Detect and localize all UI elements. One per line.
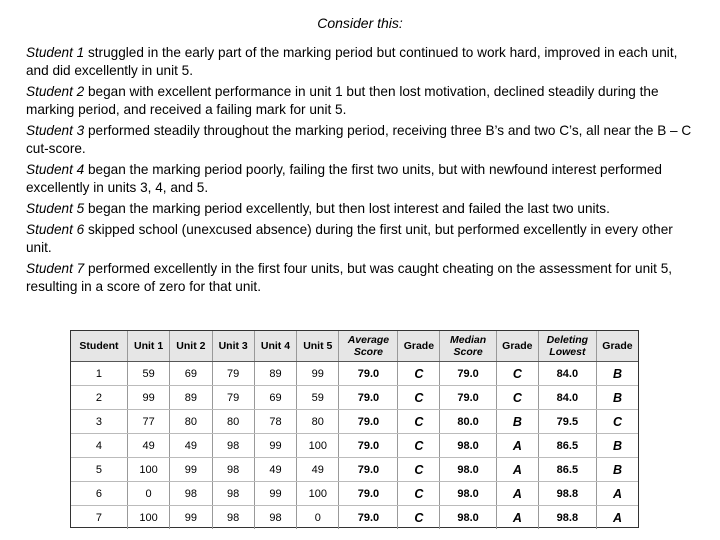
cell-student: 6 bbox=[71, 482, 127, 506]
cell-grade-median: A bbox=[496, 482, 538, 506]
student-description bbox=[26, 200, 698, 218]
student-descriptions bbox=[26, 44, 698, 299]
cell-average: 79.0 bbox=[339, 362, 398, 386]
cell-median: 79.0 bbox=[440, 362, 497, 386]
cell-grade-median: A bbox=[496, 434, 538, 458]
student-name: Student 3 bbox=[26, 123, 85, 138]
column-header-unit3: Unit 3 bbox=[212, 331, 254, 362]
table-row bbox=[71, 362, 638, 386]
cell-unit4: 98 bbox=[254, 506, 296, 530]
student-description-text: began the marking period poorly, failing the first two units, but with newfound interest performed excellently in units 3, 4, and 5. bbox=[26, 162, 662, 195]
cell-average: 79.0 bbox=[339, 386, 398, 410]
cell-unit5: 59 bbox=[297, 386, 339, 410]
cell-unit4: 99 bbox=[254, 482, 296, 506]
cell-unit2: 99 bbox=[170, 458, 212, 482]
cell-deleting-lowest: 84.0 bbox=[538, 386, 596, 410]
column-header-average: Average Score bbox=[339, 331, 398, 362]
table-row bbox=[71, 482, 638, 506]
cell-unit5: 100 bbox=[297, 434, 339, 458]
cell-grade-average: C bbox=[398, 506, 440, 530]
cell-median: 98.0 bbox=[440, 458, 497, 482]
column-header-student: Student bbox=[71, 331, 127, 362]
table-row bbox=[71, 506, 638, 530]
student-name: Student 2 bbox=[26, 84, 85, 99]
cell-unit5: 99 bbox=[297, 362, 339, 386]
table-row bbox=[71, 434, 638, 458]
cell-deleting-lowest: 98.8 bbox=[538, 506, 596, 530]
cell-unit1: 77 bbox=[127, 410, 169, 434]
cell-unit3: 80 bbox=[212, 410, 254, 434]
table-row bbox=[71, 410, 638, 434]
student-description bbox=[26, 161, 698, 197]
cell-unit1: 100 bbox=[127, 506, 169, 530]
cell-median: 98.0 bbox=[440, 506, 497, 530]
cell-unit3: 98 bbox=[212, 434, 254, 458]
cell-unit2: 80 bbox=[170, 410, 212, 434]
cell-average: 79.0 bbox=[339, 458, 398, 482]
student-name: Student 5 bbox=[26, 201, 85, 216]
cell-grade-average: C bbox=[398, 410, 440, 434]
cell-unit4: 78 bbox=[254, 410, 296, 434]
cell-deleting-lowest: 79.5 bbox=[538, 410, 596, 434]
student-description-text: performed steadily throughout the marking period, receiving three B’s and two C’s, all near the B – C cut-score. bbox=[26, 123, 692, 156]
student-name: Student 4 bbox=[26, 162, 85, 177]
cell-grade-average: C bbox=[398, 362, 440, 386]
cell-student: 2 bbox=[71, 386, 127, 410]
student-description bbox=[26, 221, 698, 257]
cell-deleting-lowest: 84.0 bbox=[538, 362, 596, 386]
cell-grade-deleting: A bbox=[596, 482, 638, 506]
column-header-deleting-lowest: Deleting Lowest bbox=[538, 331, 596, 362]
cell-median: 98.0 bbox=[440, 434, 497, 458]
cell-grade-average: C bbox=[398, 434, 440, 458]
cell-unit3: 98 bbox=[212, 458, 254, 482]
cell-median: 80.0 bbox=[440, 410, 497, 434]
cell-unit3: 98 bbox=[212, 506, 254, 530]
cell-unit4: 99 bbox=[254, 434, 296, 458]
cell-unit2: 99 bbox=[170, 506, 212, 530]
cell-grade-median: B bbox=[496, 410, 538, 434]
cell-grade-deleting: B bbox=[596, 458, 638, 482]
cell-unit3: 79 bbox=[212, 362, 254, 386]
student-name: Student 1 bbox=[26, 45, 85, 60]
cell-grade-deleting: A bbox=[612, 510, 622, 525]
cell-average: 79.0 bbox=[339, 410, 398, 434]
student-description-text: began the marking period excellently, but then lost interest and failed the last two units. bbox=[84, 201, 610, 216]
cell-median: 98.0 bbox=[440, 482, 497, 506]
column-header-unit4: Unit 4 bbox=[254, 331, 296, 362]
cell-unit5: 80 bbox=[297, 410, 339, 434]
cell-grade-average: C bbox=[398, 482, 440, 506]
cell-unit4: 49 bbox=[254, 458, 296, 482]
column-header-unit2: Unit 2 bbox=[170, 331, 212, 362]
student-description bbox=[26, 260, 698, 296]
cell-grade-deleting: C bbox=[596, 410, 638, 434]
column-header-grade-average: Grade bbox=[398, 331, 440, 362]
cell-unit2: 89 bbox=[170, 386, 212, 410]
cell-student: 7 bbox=[71, 506, 127, 530]
student-description-text: struggled in the early part of the marking period but continued to work hard, improved in each unit, and did excellently in unit 5. bbox=[26, 45, 678, 78]
table-row bbox=[71, 386, 638, 410]
cell-unit4: 89 bbox=[254, 362, 296, 386]
cell-grade-average: C bbox=[398, 386, 440, 410]
cell-unit2: 69 bbox=[170, 362, 212, 386]
cell-average: 79.0 bbox=[339, 482, 398, 506]
cell-student: 5 bbox=[71, 458, 127, 482]
table-body bbox=[71, 362, 638, 530]
cell-grade-median: A bbox=[496, 506, 538, 530]
student-description bbox=[26, 44, 698, 80]
cell-grade-deleting: B bbox=[596, 386, 638, 410]
cell-unit1: 99 bbox=[127, 386, 169, 410]
table-header-row bbox=[71, 331, 638, 362]
cell-unit1: 59 bbox=[127, 362, 169, 386]
student-description bbox=[26, 83, 698, 119]
cell-unit2: 49 bbox=[170, 434, 212, 458]
column-header-median: Median Score bbox=[440, 331, 497, 362]
cell-unit1: 0 bbox=[127, 482, 169, 506]
cell-unit3: 98 bbox=[212, 482, 254, 506]
cell-grade-median: C bbox=[496, 362, 538, 386]
student-description-text: skipped school (unexcused absence) during the first unit, but performed excellently in every other unit. bbox=[26, 222, 673, 255]
cell-student: 4 bbox=[71, 434, 127, 458]
grades-table bbox=[71, 331, 638, 529]
cell-student: 1 bbox=[71, 362, 127, 386]
cell-median: 79.0 bbox=[440, 386, 497, 410]
student-name: Student 7 bbox=[26, 261, 85, 276]
cell-unit5: 100 bbox=[297, 482, 339, 506]
student-description-text: performed excellently in the first four units, but was caught cheating on the assessment for unit 5, resulting in a score of zero for that unit. bbox=[26, 261, 673, 294]
cell-unit1: 100 bbox=[127, 458, 169, 482]
cell-unit1: 49 bbox=[127, 434, 169, 458]
cell-average: 79.0 bbox=[339, 506, 398, 530]
cell-average: 79.0 bbox=[339, 434, 398, 458]
cell-unit2: 98 bbox=[170, 482, 212, 506]
cell-deleting-lowest: 98.8 bbox=[538, 482, 596, 506]
cell-grade-deleting: B bbox=[596, 434, 638, 458]
column-header-unit5: Unit 5 bbox=[297, 331, 339, 362]
cell-unit3: 79 bbox=[212, 386, 254, 410]
cell-grade-median: C bbox=[496, 386, 538, 410]
column-header-grade-median: Grade bbox=[496, 331, 538, 362]
grades-table-frame bbox=[70, 330, 639, 528]
table-row bbox=[71, 458, 638, 482]
cell-deleting-lowest: 86.5 bbox=[538, 434, 596, 458]
cell-grade-deleting: B bbox=[596, 362, 638, 386]
page-title: Consider this: bbox=[317, 15, 403, 31]
cell-unit5: 49 bbox=[297, 458, 339, 482]
cell-student: 3 bbox=[71, 410, 127, 434]
column-header-unit1: Unit 1 bbox=[127, 331, 169, 362]
cell-unit4: 69 bbox=[254, 386, 296, 410]
student-name: Student 6 bbox=[26, 222, 85, 237]
cell-deleting-lowest: 86.5 bbox=[538, 458, 596, 482]
student-description-text: began with excellent performance in unit 1 but then lost motivation, declined steadily during the marking period, and received a failing mark for unit 5. bbox=[26, 84, 659, 117]
cell-grade-average: C bbox=[398, 458, 440, 482]
cell-unit5: 0 bbox=[297, 506, 339, 530]
cell-grade-median: A bbox=[496, 458, 538, 482]
student-description bbox=[26, 122, 698, 158]
column-header-grade-deleting: Grade bbox=[596, 331, 638, 362]
